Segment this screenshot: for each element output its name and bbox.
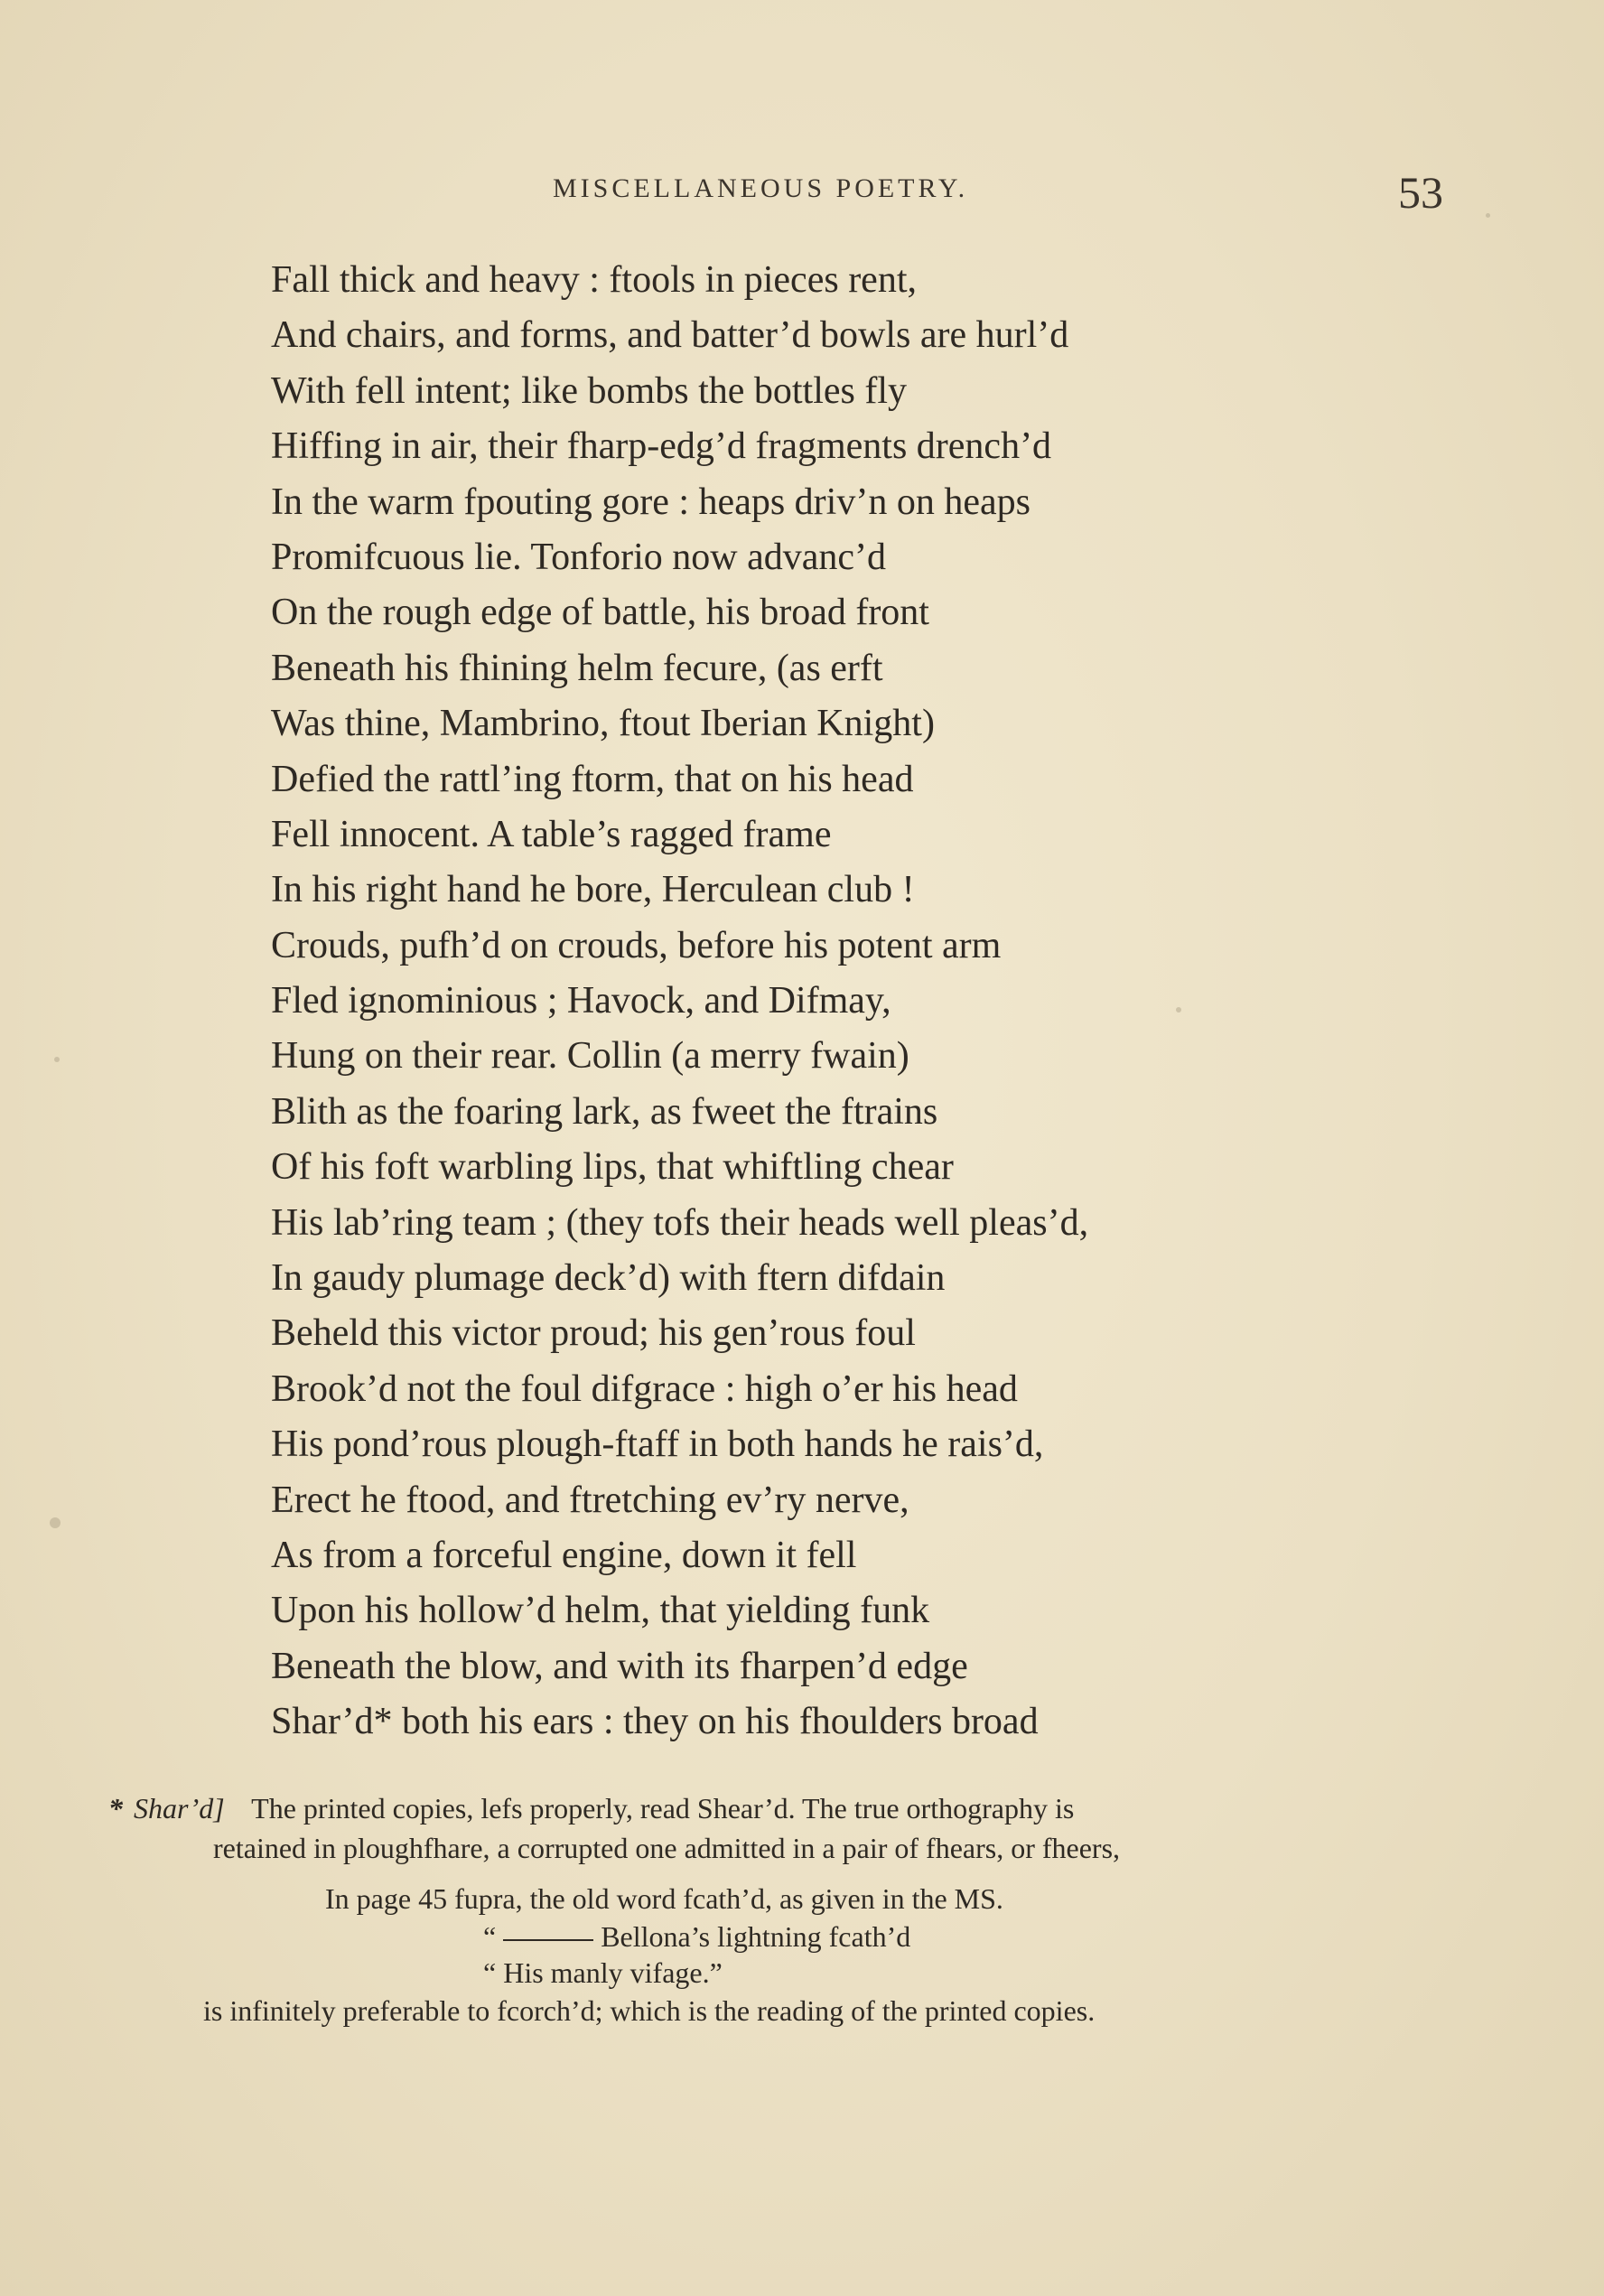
page-number: 53 bbox=[1398, 167, 1443, 218]
poem-line: As from a forceful engine, down it fell bbox=[271, 1534, 857, 1576]
paper-speck bbox=[50, 1517, 61, 1528]
poem-line: Fled ignominious ; Havock, and Difmay, bbox=[271, 980, 891, 1022]
poem-line: And chairs, and forms, and batter’d bowls are hurl’d bbox=[271, 314, 1069, 357]
poem-line: His lab’ring team ; (they tofs their heads well pleas’d, bbox=[271, 1201, 1089, 1244]
poem-line: Promifcuous lie. Tonforio now advanc’d bbox=[271, 536, 886, 578]
poem-line: Blith as the foaring lark, as fweet the ftrains bbox=[271, 1090, 938, 1133]
page-header bbox=[0, 167, 1604, 219]
poem-line: Hiffing in air, their fharp-edg’d fragments drench’d bbox=[271, 425, 1052, 468]
footnote-line bbox=[108, 1788, 1517, 1828]
footnote-line: is infinitely preferable to fcorch’d; which is the reading of the printed copies. bbox=[203, 1994, 1096, 2027]
poem-line: Beneath the blow, and with its fharpen’d edge bbox=[271, 1645, 968, 1687]
running-head: MISCELLANEOUS POETRY. bbox=[553, 173, 969, 203]
footnote-term: Shar’d] bbox=[134, 1792, 225, 1825]
poem-line: Fell innocent. A table’s ragged frame bbox=[271, 813, 832, 855]
quote-text: Bellona’s lightning fcath’d bbox=[601, 1920, 911, 1953]
footnote-line: retained in ploughfhare, a corrupted one admitted in a pair of fhears, or fheers, bbox=[213, 1832, 1121, 1864]
poem-body bbox=[271, 253, 1355, 1750]
footnote-marker: * bbox=[108, 1792, 123, 1825]
poem-line: Beneath his fhining helm fecure, (as erft bbox=[271, 647, 883, 689]
poem-line: Hung on their rear. Collin (a merry fwain) bbox=[271, 1035, 909, 1078]
poem-line: Beheld this victor proud; his gen’rous foul bbox=[271, 1312, 916, 1355]
footnote-line: In page 45 fupra, the old word fcath’d, as given in the MS. bbox=[325, 1882, 1003, 1915]
poem-line: Brook’d not the foul difgrace : high o’er his head bbox=[271, 1367, 1018, 1410]
poem-line: On the rough edge of battle, his broad front bbox=[271, 592, 929, 634]
poem-line: Upon his hollow’d helm, that yielding funk bbox=[271, 1590, 930, 1632]
poem-line: In gaudy plumage deck’d) with ftern difdain bbox=[271, 1257, 946, 1300]
quote-open-mark: “ bbox=[483, 1920, 497, 1953]
poem-line: With fell intent; like bombs the bottles fly bbox=[271, 369, 908, 412]
poem-line: In the warm fpouting gore : heaps driv’n on heaps bbox=[271, 481, 1030, 523]
poem-line: Defied the rattl’ing ftorm, that on his head bbox=[271, 758, 914, 800]
footnote bbox=[108, 1788, 1517, 2030]
poem-line: Shar’d* both his ears : they on his fhoulders broad bbox=[271, 1701, 1039, 1743]
poem-line: In his right hand he bore, Herculean club ! bbox=[271, 869, 915, 911]
footnote-text: The printed copies, lefs properly, read Shear’d. The true orthography is bbox=[251, 1792, 1075, 1825]
poem-line: Was thine, Mambrino, ftout Iberian Knight) bbox=[271, 703, 935, 745]
poem-line: Fall thick and heavy : ftools in pieces rent, bbox=[271, 259, 917, 301]
quote-dash bbox=[503, 1939, 593, 1941]
poem-line: Of his foft warbling lips, that whiftling chear bbox=[271, 1146, 954, 1189]
footnote-quote-line: “ His manly vifage.” bbox=[483, 1956, 723, 1989]
paper-speck bbox=[54, 1057, 60, 1062]
poem-line: Crouds, pufh’d on crouds, before his potent arm bbox=[271, 924, 1002, 966]
poem-line: His pond’rous plough-ftaff in both hands he rais’d, bbox=[271, 1423, 1044, 1466]
poem-line: Erect he ftood, and ftretching ev’ry nerve, bbox=[271, 1479, 909, 1521]
footnote-quote-line bbox=[108, 1918, 1517, 1955]
